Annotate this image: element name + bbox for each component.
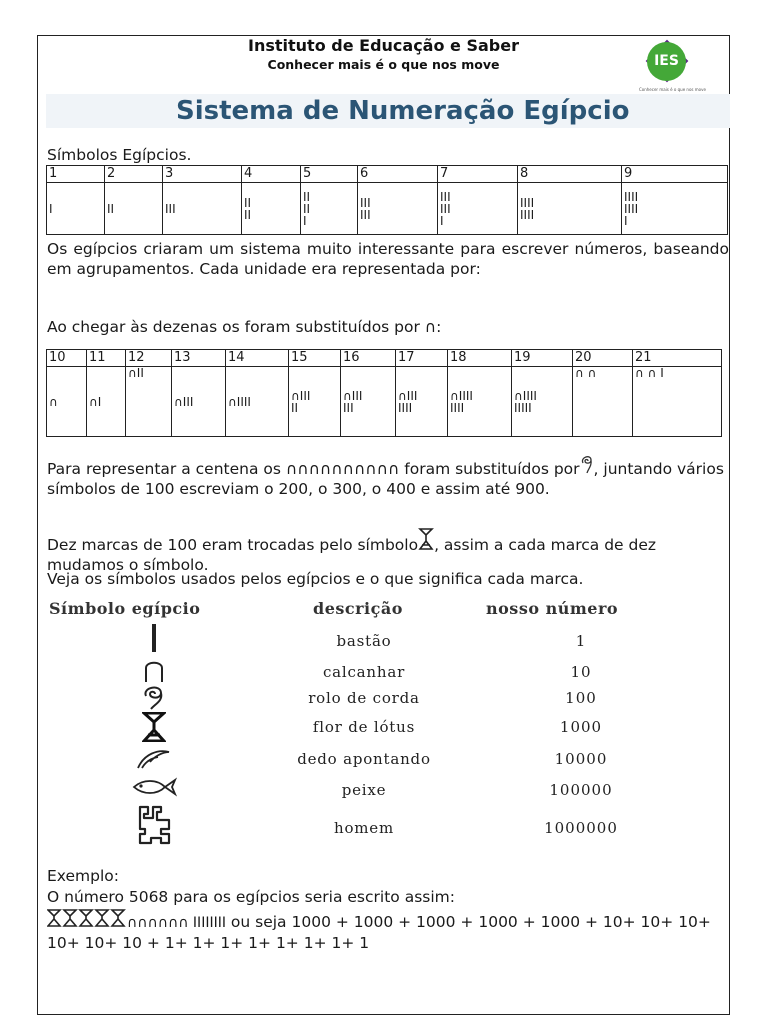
logo-text: IES: [647, 42, 686, 81]
tens-symbol-cell-1: ∩I: [87, 367, 126, 437]
tens-symbol-cell-9: ∩IIII IIIII: [512, 367, 573, 437]
example-label: Exemplo:: [47, 867, 119, 885]
units-symbol-cell-4: II II I: [301, 183, 358, 235]
description-rope: rolo de corda: [308, 689, 420, 707]
hundreds-text-end: , juntando vários símbolos de 100 escreviam o 200, o 300, o 400 e assim até 900.: [47, 460, 724, 498]
description-man: homem: [333, 819, 394, 837]
number-man: 1000000: [544, 819, 618, 837]
units-header-cell-5: 6: [358, 166, 438, 183]
number-finger: 10000: [554, 750, 608, 768]
tens-symbol-cell-3: ∩III: [172, 367, 226, 437]
ies-logo: [639, 40, 706, 94]
tens-header-cell-6: 16: [341, 350, 396, 367]
lotus-sequence: [47, 913, 127, 931]
page-title: Sistema de Numeração Egípcio: [176, 96, 630, 126]
tens-header-cell-4: 14: [226, 350, 289, 367]
example-result: [47, 909, 729, 953]
number-lotus: 1000: [559, 718, 603, 736]
tens-table: [46, 349, 722, 437]
staff-icon: [124, 623, 184, 657]
paragraph-hundreds: [47, 454, 729, 499]
description-lotus: flor de lótus: [312, 718, 416, 736]
tens-units-glyphs: ∩∩∩∩∩∩ IIIIIIII: [127, 915, 226, 931]
tens-header-cell-9: 19: [512, 350, 573, 367]
units-symbol-cell-6: III III I: [438, 183, 518, 235]
logo-caption: Conhecer mais é o que nos move: [639, 87, 706, 92]
units-symbol-cell-8: IIII IIII I: [622, 183, 728, 235]
number-rope: 100: [565, 689, 597, 707]
units-symbol-cell-2: III: [163, 183, 242, 235]
tens-header-cell-3: 13: [172, 350, 226, 367]
tens-header-cell-7: 17: [396, 350, 448, 367]
lotus-flower-icon: [418, 528, 434, 555]
thousands-text-start: Dez marcas de 100 eram trocadas pelo símbolo: [47, 536, 419, 554]
symbols-reference-image: [46, 597, 706, 857]
title-bar: [46, 94, 730, 128]
units-symbol-cell-0: I: [47, 183, 105, 235]
description-staff: bastão: [336, 632, 392, 650]
units-header-cell-4: 5: [301, 166, 358, 183]
tens-symbol-cell-8: ∩IIII IIII: [448, 367, 512, 437]
number-fish: 100000: [549, 781, 613, 799]
tens-header-cell-1: 11: [87, 350, 126, 367]
units-header-cell-0: 1: [47, 166, 105, 183]
reference-header-symbol: Símbolo egípcio: [49, 599, 201, 618]
symbols-label: Símbolos Egípcios.: [47, 146, 192, 164]
tens-symbol-cell-2: ∩II: [126, 367, 172, 437]
paragraph-grouping: Os egípcios criaram um sistema muito interessante para escrever números, baseando em agrupamentos. Cada unidade era representada por:: [47, 240, 729, 278]
description-heel: calcanhar: [322, 663, 406, 681]
paragraph-reference-intro: Veja os símbolos usados pelos egípcios e o que significa cada marca.: [47, 570, 584, 588]
example-sum: ou seja 1000 + 1000 + 1000 + 1000 + 1000 + 10+ 10+ 10+ 10+ 10+ 10 + 1+ 1+ 1+ 1+ 1+ 1+ 1+ 1: [47, 913, 711, 952]
tens-header-cell-2: 12: [126, 350, 172, 367]
tens-header-cell-8: 18: [448, 350, 512, 367]
tens-symbol-cell-4: ∩IIII: [226, 367, 289, 437]
heel-bone-icon: [124, 659, 184, 687]
paragraph-thousands: [47, 528, 729, 575]
units-header-cell-6: 7: [438, 166, 518, 183]
paragraph-tens: Ao chegar às dezenas os foram substituídos por ∩:: [47, 318, 442, 336]
lotus-flower-icon: [124, 712, 184, 746]
units-table: [46, 165, 728, 235]
units-header-cell-2: 3: [163, 166, 242, 183]
units-symbol-cell-1: II: [105, 183, 163, 235]
thousands-text-end: , assim a cada marca de dez mudamos o símbolo.: [47, 536, 657, 574]
reference-header-number: nosso número: [486, 599, 619, 618]
tens-header-cell-0: 10: [47, 350, 87, 367]
worksheet-page: [37, 35, 730, 1015]
number-heel: 10: [570, 663, 592, 681]
tens-symbol-cell-0: ∩: [47, 367, 87, 437]
units-header-cell-7: 8: [518, 166, 622, 183]
rope-coil-icon: [124, 684, 184, 714]
number-staff: 1: [575, 632, 587, 650]
units-header-cell-8: 9: [622, 166, 728, 183]
tens-header-cell-10: 20: [573, 350, 633, 367]
description-finger: dedo apontando: [297, 750, 431, 768]
units-header-cell-3: 4: [242, 166, 301, 183]
hundreds-text-start: Para representar a centena os ∩∩∩∩∩∩∩∩∩∩ foram substituídos por: [47, 460, 580, 478]
units-header-cell-1: 2: [105, 166, 163, 183]
fish-icon: [116, 777, 192, 801]
tens-header-cell-5: 15: [289, 350, 341, 367]
institution-name: Instituto de Educação e Saber: [248, 36, 519, 55]
kneeling-man-icon: [120, 803, 190, 849]
tens-symbol-cell-11: ∩ ∩ I: [633, 367, 722, 437]
reference-header-description: descrição: [313, 599, 403, 618]
tens-symbol-cell-6: ∩III III: [341, 367, 396, 437]
rope-coil-icon: [580, 460, 594, 478]
institution-motto: Conhecer mais é o que nos move: [267, 57, 500, 72]
units-symbol-cell-5: III III: [358, 183, 438, 235]
units-symbol-cell-7: IIII IIII: [518, 183, 622, 235]
tens-symbol-cell-5: ∩III II: [289, 367, 341, 437]
pointing-finger-icon: [124, 748, 184, 774]
units-symbol-cell-3: II II: [242, 183, 301, 235]
description-fish: peixe: [341, 781, 387, 799]
example-statement: O número 5068 para os egípcios seria escrito assim:: [47, 888, 455, 906]
tens-symbol-cell-7: ∩III IIII: [396, 367, 448, 437]
tens-symbol-cell-10: ∩ ∩: [573, 367, 633, 437]
tens-header-cell-11: 21: [633, 350, 722, 367]
